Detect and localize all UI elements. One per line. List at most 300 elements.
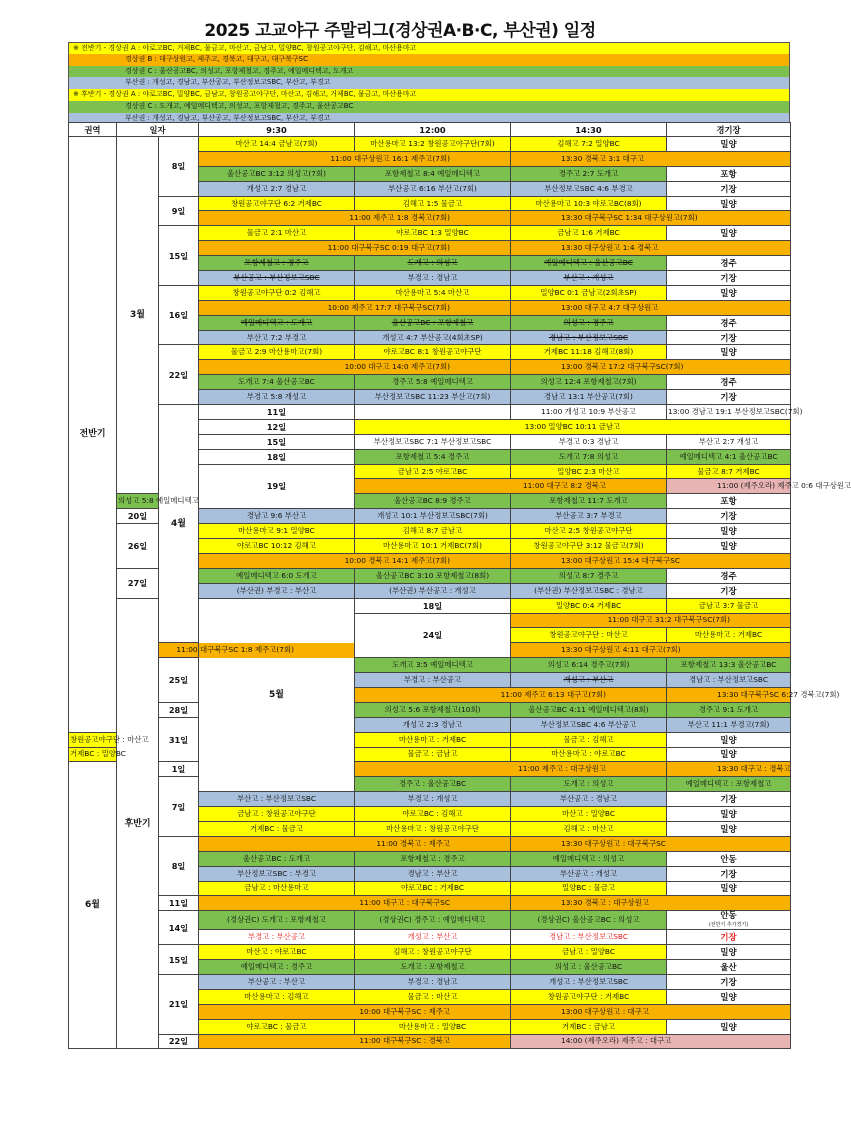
month-label: 6월: [69, 762, 117, 1049]
game-cell: [199, 896, 511, 911]
game-cell: [355, 166, 511, 181]
game-cell: [511, 449, 667, 464]
table-header-row: [69, 123, 791, 137]
game-text: 김해고 : 마산고: [563, 823, 614, 833]
game-cell: [511, 1004, 791, 1019]
game-text: 의성고 : 경주고: [563, 317, 614, 327]
game-text: 11:00 대구북구SC 0:19 대구고(7회): [327, 243, 450, 253]
game-cell: [511, 360, 791, 375]
game-cell: [667, 658, 791, 673]
game-text: 부경고 : 경남고: [407, 976, 458, 986]
game-text: 13:30 대구북구SC 6:27 경북고(7회): [717, 689, 840, 699]
game-text: 11:00 제주고 6:13 대구고(7회): [500, 689, 606, 699]
game-cell: [667, 598, 791, 613]
game-text: 마산용마고 : 밀양BC: [398, 1021, 467, 1031]
header-time-0930: 9:30: [199, 123, 355, 137]
game-text: 밀양BC 0:4 거제BC: [555, 600, 622, 610]
game-cell: [199, 524, 355, 539]
game-text: 금남고 : 창원공고야구단: [237, 809, 316, 819]
game-text: 13:30 경북고 3:1 대구고: [561, 153, 645, 163]
day-label: 18일: [199, 449, 355, 464]
venue-name: 경주: [720, 258, 737, 269]
game-text: 부산정보고SBC 4:6 부경고: [544, 183, 633, 193]
table-row: [69, 345, 791, 360]
game-cell: [511, 330, 667, 345]
game-text: 개성고 : 부산정보고SBC: [548, 976, 629, 986]
game-cell: [355, 960, 511, 975]
game-text: 개성고 : 부산고: [563, 675, 614, 684]
game-text: 마산고 : 야로고BC: [246, 947, 307, 957]
game-text: 부산공고 6:16 부산고(7회): [388, 183, 477, 193]
game-cell: [355, 315, 511, 330]
game-text: 김해고 : 창원공고야구단: [393, 947, 472, 957]
game-cell: [511, 509, 667, 524]
venue-name: 기장: [720, 794, 737, 805]
day-label: 11일: [159, 896, 199, 911]
game-cell: [199, 330, 355, 345]
game-text: 11:00 대구고 : 대구북구SC: [359, 898, 450, 908]
venue-name: 밀양: [720, 947, 737, 958]
game-cell: [355, 285, 511, 300]
game-cell: [355, 792, 511, 807]
game-text: 11:00 (제주오라) 제주고 0:6 대구상원고: [717, 481, 851, 491]
game-text: 야로고BC 8:1 창원공고야구단: [383, 347, 482, 357]
venue-name: 포항: [720, 168, 737, 179]
game-text: 14:00 (제주오라) 제주고 : 대구고: [561, 1036, 672, 1046]
game-text: 마산용마고 10:1 거제BC(7회): [383, 540, 482, 550]
day-label: 24일: [355, 613, 511, 658]
game-text: 10:00 대구고 14:0 제주고(7회): [344, 362, 450, 372]
game-cell: [199, 989, 355, 1004]
game-text: 경남고 : 부산고: [407, 868, 458, 878]
game-text: 울산공고BC 3:12 의성고(7회): [227, 168, 326, 178]
venue-cell: [667, 568, 791, 583]
game-cell: [667, 762, 791, 777]
game-text: 13:00 경남고 19:1 부산정보고SBC(7회): [668, 406, 803, 416]
venue-cell: [667, 181, 791, 196]
league-notes: [68, 42, 790, 125]
game-cell: [199, 974, 355, 989]
game-text: 개성고 4:7 부산공고(4회초SP): [382, 332, 483, 342]
league-note-4: ※ 후반기 - 경상권 A : 야로고BC, 밀양BC, 금남고, 창원공고야구단, 마산고, 김해고, 거제BC, 물금고, 마산용마고: [68, 89, 790, 101]
day-label: 21일: [159, 974, 199, 1034]
game-cell: [511, 241, 791, 256]
game-text: 의성고 5:8 예일메디텍고: [118, 496, 199, 506]
venue-name: 기장: [720, 392, 737, 403]
game-text: 마산용마고 : 거제BC: [398, 734, 467, 744]
game-cell: [511, 821, 667, 836]
game-cell: [355, 747, 511, 762]
game-cell: [199, 315, 355, 330]
game-cell: [199, 539, 355, 554]
venue-name: 기장: [720, 868, 737, 879]
game-text: 도개고 3:5 예일메디텍고: [392, 660, 473, 670]
day-label: 1일: [159, 762, 199, 777]
game-text: 도개고 : 의성고: [563, 779, 614, 789]
game-cell: [355, 271, 511, 286]
game-cell: [511, 151, 791, 166]
day-label: 16일: [159, 285, 199, 345]
game-cell: [355, 851, 511, 866]
game-cell: [511, 643, 791, 658]
game-text: 마산용마고 : 김해고: [244, 991, 309, 1001]
table-row: [69, 1034, 791, 1049]
game-cell: [667, 479, 851, 494]
table-row: [69, 777, 791, 792]
game-text: (부산권) 부경고 : 부산고: [236, 585, 317, 595]
game-cell: [199, 256, 355, 271]
game-text: 부경고 : 경남고: [407, 272, 458, 282]
game-cell: [355, 974, 511, 989]
day-label: 25일: [159, 658, 199, 703]
game-cell: [511, 989, 667, 1004]
table-row: [69, 285, 791, 300]
venue-cell: [667, 330, 791, 345]
header-time-1200: 12:00: [355, 123, 511, 137]
game-cell: [199, 866, 355, 881]
game-cell: [199, 390, 355, 405]
game-text: 부산공고 3:7 부경고: [555, 511, 622, 521]
game-cell: [355, 717, 511, 732]
game-text: 예일메디텍고 : 의성고: [552, 853, 625, 863]
game-cell: [355, 375, 511, 390]
venue-cell: [667, 1019, 791, 1034]
header-time-1430: 14:30: [511, 123, 667, 137]
game-cell: [511, 196, 667, 211]
game-text: 13:00 대구상원고 : 대구고: [561, 1006, 649, 1016]
game-text: 거제BC : 금남고: [562, 1021, 615, 1031]
day-label: 27일: [117, 568, 159, 598]
game-text: 의성고 12:4 포항제철고(7회): [540, 377, 637, 387]
game-cell: [199, 271, 355, 286]
game-cell: [511, 1019, 667, 1034]
game-cell: [511, 747, 667, 762]
section-label: 전반기: [69, 137, 117, 733]
league-note-6: 부산권 : 개성고, 경남고, 부산공고, 부산정보고SBC, 부산고, 부경고: [68, 113, 790, 125]
game-cell: [511, 583, 667, 598]
schedule-table: [68, 122, 851, 1049]
venue-name: 밀양: [720, 749, 737, 760]
game-text: 울산공고BC : 포항제철고: [391, 317, 474, 327]
game-cell: [199, 360, 511, 375]
table-row: [69, 405, 791, 420]
game-text: 부경고 : 개성고: [407, 794, 458, 804]
game-text: (경상권C) 경주고 : 예일메디텍고: [379, 915, 486, 925]
game-text: 의성고 5:6 포항제철고(10회): [384, 704, 481, 714]
game-cell: [511, 226, 667, 241]
game-text: 경남고 : 부산정보고SBC: [688, 675, 769, 684]
day-label: 15일: [199, 434, 355, 449]
venue-name: 밀양: [720, 228, 737, 239]
game-text: 11:00 제주고 1:8 경북고(7회): [349, 213, 450, 223]
venue-cell: [667, 494, 791, 509]
game-cell: [511, 166, 667, 181]
table-row: [69, 974, 791, 989]
game-cell: [511, 524, 667, 539]
game-text: 11:00 경북고 : 제주고: [376, 838, 450, 848]
venue-name: 울산: [720, 962, 737, 973]
game-text: 마산고 2:5 창원공고야구단: [544, 526, 633, 536]
game-cell: [199, 583, 355, 598]
game-text: 김해고 8:7 금남고: [402, 526, 463, 536]
game-text: 부경고 0:3 경남고: [558, 436, 619, 446]
venue-cell: [667, 285, 791, 300]
day-label: 22일: [159, 1034, 199, 1049]
game-text: 김해고 7:2 밀양BC: [557, 138, 620, 148]
game-cell: [511, 702, 667, 717]
game-cell: [159, 643, 355, 658]
game-text: 10:00 경북고 14:1 제주고(7회): [344, 555, 450, 565]
game-cell: [199, 166, 355, 181]
game-cell: [667, 673, 791, 688]
game-text: 밀양BC 2:3 마산고: [557, 466, 620, 476]
game-cell: [199, 375, 355, 390]
game-cell: [667, 434, 791, 449]
venue-name: 기장: [720, 332, 737, 343]
venue-name: 밀양: [720, 138, 737, 149]
game-text: 13:00 밀양BC 10:11 금남고: [524, 421, 621, 431]
game-text: 부산공고 : 부산정보고SBC: [233, 272, 320, 282]
game-text: 경주고 5:8 예일메디텍고: [392, 377, 473, 387]
game-text: 마산용마고 : 야로고BC: [551, 749, 626, 759]
venue-cell: [667, 911, 791, 930]
game-cell: [355, 866, 511, 881]
game-text: 울산공고BC : 도개고: [242, 853, 311, 863]
venue-cell: [667, 945, 791, 960]
game-cell: [355, 702, 511, 717]
game-cell: [511, 211, 791, 226]
venue-cell: [667, 989, 791, 1004]
game-text: 부산정보고SBC 7:1 부산정보고SBC: [373, 436, 492, 446]
game-text: 10:00 대구북구SC : 제주고: [359, 1006, 450, 1016]
game-text: 마산고 14:4 금남고(7회): [235, 138, 318, 148]
game-cell: [511, 866, 667, 881]
game-cell: [511, 836, 791, 851]
game-cell: [511, 911, 667, 930]
day-label: 20일: [117, 509, 159, 524]
table-row: [69, 226, 791, 241]
game-text: 금남고 : 마산용마고: [244, 883, 309, 893]
game-cell: [199, 960, 355, 975]
table-row: [69, 762, 791, 777]
table-row: [69, 658, 791, 673]
game-text: 부산정보고SBC 4:6 부산공고: [540, 719, 637, 729]
game-text: 물금고 2:1 마산고: [246, 228, 307, 238]
game-cell: [69, 732, 149, 747]
game-text: 경주고 : 울산공고BC: [398, 779, 467, 789]
venue-name: 밀양: [720, 883, 737, 894]
game-text: 포항제철고 : 경주고: [244, 258, 309, 268]
venue-cell: [667, 960, 791, 975]
game-text: 13:30 대구상원고 : 대구북구SC: [561, 838, 666, 848]
game-text: 13:30 대구고 : 경북고: [717, 764, 791, 774]
venue-cell: [667, 375, 791, 390]
game-text: 부산공고 : 개성고: [559, 868, 618, 878]
game-cell: [511, 658, 667, 673]
game-cell: [511, 598, 667, 613]
venue-cell: [667, 524, 791, 539]
day-label: 8일: [159, 836, 199, 896]
game-cell: [511, 896, 791, 911]
game-text: 부산공고 : 경남고: [559, 794, 618, 804]
game-text: 부산고 : 부산정보고SBC: [236, 794, 317, 804]
day-label: 15일: [159, 226, 199, 286]
venue-cell: [667, 509, 791, 524]
venue-cell: [667, 345, 791, 360]
game-text: 밀양BC 0:1 금남고(2회초SP): [540, 287, 637, 297]
game-cell: [511, 315, 667, 330]
game-cell: [667, 449, 791, 464]
game-cell: [355, 405, 511, 420]
game-cell: [511, 405, 667, 420]
league-note-3: 부산권 : 개성고, 경남고, 부산공고, 부산정보고SBC, 부산고, 부경고: [68, 77, 790, 89]
day-label: 7일: [159, 777, 199, 837]
game-text: 물금고 : 마산고: [407, 991, 458, 1001]
venue-name: 경주: [720, 317, 737, 328]
venue-cell: [667, 196, 791, 211]
game-text: 13:30 대구북구SC 1:34 대구상원고(7회): [561, 213, 698, 223]
game-text: 11:00 대구상원고 16:1 제주고(7회): [330, 153, 450, 163]
game-cell: [511, 390, 667, 405]
game-cell: [355, 1019, 511, 1034]
game-text: 야로고BC 10:12 김해고: [237, 540, 316, 550]
day-label: 14일: [159, 911, 199, 945]
venue-name: 밀양: [720, 287, 737, 298]
venue-name: 안동: [720, 853, 737, 864]
venue-name: 기장: [720, 932, 737, 943]
game-text: 물금고 2:9 마산용마고(7회): [230, 347, 323, 357]
game-text: 11:00 대구북구SC : 경북고: [359, 1036, 450, 1046]
game-cell: [355, 494, 511, 509]
venue-name: 포항: [720, 496, 737, 507]
game-text: 마산용마고 : 창원공고야구단: [386, 823, 479, 833]
game-cell: [667, 717, 791, 732]
game-cell: [199, 181, 355, 196]
venue-cell: [667, 539, 791, 554]
venue-name: 밀양: [720, 734, 737, 745]
game-text: 개성고 10:1 부산정보고SBC(7회): [377, 511, 488, 521]
game-text: 마산용마고 : 거제BC: [694, 630, 763, 640]
game-cell: [511, 434, 667, 449]
game-text: 포항제철고 13:3 울산공고BC: [680, 660, 777, 670]
game-cell: [199, 881, 355, 896]
game-cell: [511, 807, 667, 822]
header-region: 권역: [69, 123, 117, 137]
venue-cell: [667, 930, 791, 945]
game-cell: [199, 151, 511, 166]
game-text: 개성고 : 부산고: [407, 932, 458, 942]
game-cell: [355, 821, 511, 836]
day-label: 31일: [159, 717, 199, 762]
game-cell: [199, 345, 355, 360]
game-cell: [511, 1034, 791, 1049]
table-row: [69, 836, 791, 851]
game-text: 김해고 1:5 물금고: [402, 198, 463, 208]
game-text: 11:00 개성고 10:9 부산공고: [541, 406, 636, 416]
header-date: 일자: [117, 123, 199, 137]
game-cell: [511, 494, 667, 509]
game-text: 예일메디텍고 : 경주고: [240, 962, 313, 972]
game-text: 부산정보고SBC 11:23 부산고(7회): [374, 392, 491, 402]
game-cell: [199, 1004, 511, 1019]
game-cell: [667, 628, 791, 643]
game-cell: [511, 181, 667, 196]
game-text: 창원공고야구단 : 마산고: [549, 630, 628, 640]
venue-cell: [667, 851, 791, 866]
game-text: 부경고 : 부산공고: [403, 675, 462, 684]
game-text: 창원공고야구단 3:12 물금고(7회): [533, 540, 644, 550]
game-cell: [199, 821, 355, 836]
venue-cell: [667, 583, 791, 598]
day-label: 12일: [199, 419, 355, 434]
day-label: 22일: [159, 345, 199, 405]
game-cell: [199, 196, 355, 211]
game-text: 11:00 대구고 8:2 경북고: [522, 481, 606, 491]
venue-name: 기장: [720, 511, 737, 522]
day-label: 11일: [199, 405, 355, 420]
game-text: 창원공고야구단 : 마산고: [70, 734, 149, 744]
game-text: 부산고 : 개성고: [563, 272, 614, 282]
page-title: 2025 고교야구 주말리그(경상권A·B·C, 부산권) 일정: [204, 21, 596, 41]
game-text: 포항제철고 8:4 예일메디텍고: [384, 168, 481, 178]
game-text: 부산공고 : 부산고: [247, 976, 306, 986]
game-cell: [355, 464, 511, 479]
league-note-2: 경상권 C : 울산공고BC, 의성고, 포항제철고, 경주고, 예일메디텍고, 도개고: [68, 66, 790, 78]
venue-name: 밀양: [720, 991, 737, 1002]
game-text: 금남고 1:6 거제BC: [557, 228, 620, 238]
game-text: 거제BC : 물금고: [250, 823, 303, 833]
game-text: 울산공고BC 4:11 예일메디텍고(8회): [528, 704, 649, 714]
venue-cell: [667, 271, 791, 286]
game-text: 창원공고야구단 0:2 김해고: [232, 287, 321, 297]
game-cell: [355, 181, 511, 196]
game-cell: [511, 717, 667, 732]
venue-cell: [667, 807, 791, 822]
game-text: 개성고 2:3 경남고: [402, 719, 463, 729]
game-cell: [511, 137, 667, 152]
venue-name: 밀양: [720, 526, 737, 537]
venue-cell: [667, 881, 791, 896]
game-cell: [667, 777, 791, 792]
game-cell: [355, 137, 511, 152]
venue-name: 밀양: [720, 823, 737, 834]
game-cell: [199, 930, 355, 945]
venue-name: 안동: [720, 910, 737, 921]
venue-name: 밀양: [720, 809, 737, 820]
game-cell: [511, 553, 791, 568]
game-cell: [355, 524, 511, 539]
game-text: 부경고 : 부산공고: [247, 932, 306, 942]
game-text: (부산권) 부산공고 : 개성고: [389, 585, 476, 595]
game-text: 예일메디텍고 : 도개고: [240, 317, 313, 327]
section-label: 후반기: [117, 598, 159, 1049]
game-text: 부산고 2:7 개성고: [698, 436, 759, 446]
league-note-0: ※ 전반기 - 경상권 A : 야로고BC, 거제BC, 물금고, 마산고, 금남고, 밀양BC, 창원공고야구단, 김해고, 마산용마고: [68, 42, 790, 54]
game-text: 부경고 5:8 개성고: [246, 392, 307, 402]
game-cell: [511, 628, 667, 643]
day-label: 9일: [159, 196, 199, 226]
venue-name: 경주: [720, 570, 737, 581]
game-cell: [199, 911, 355, 930]
month-label: 3월: [117, 137, 159, 494]
game-text: 도개고 : 포항제철고: [400, 962, 465, 972]
game-cell: [355, 687, 667, 702]
game-text: 포항제철고 11:7 도개고: [549, 496, 628, 506]
venue-name: 기장: [720, 272, 737, 283]
game-text: 11:00 제주고 : 대구상원고: [518, 764, 606, 774]
game-cell: [511, 271, 667, 286]
day-label: 28일: [159, 702, 199, 717]
